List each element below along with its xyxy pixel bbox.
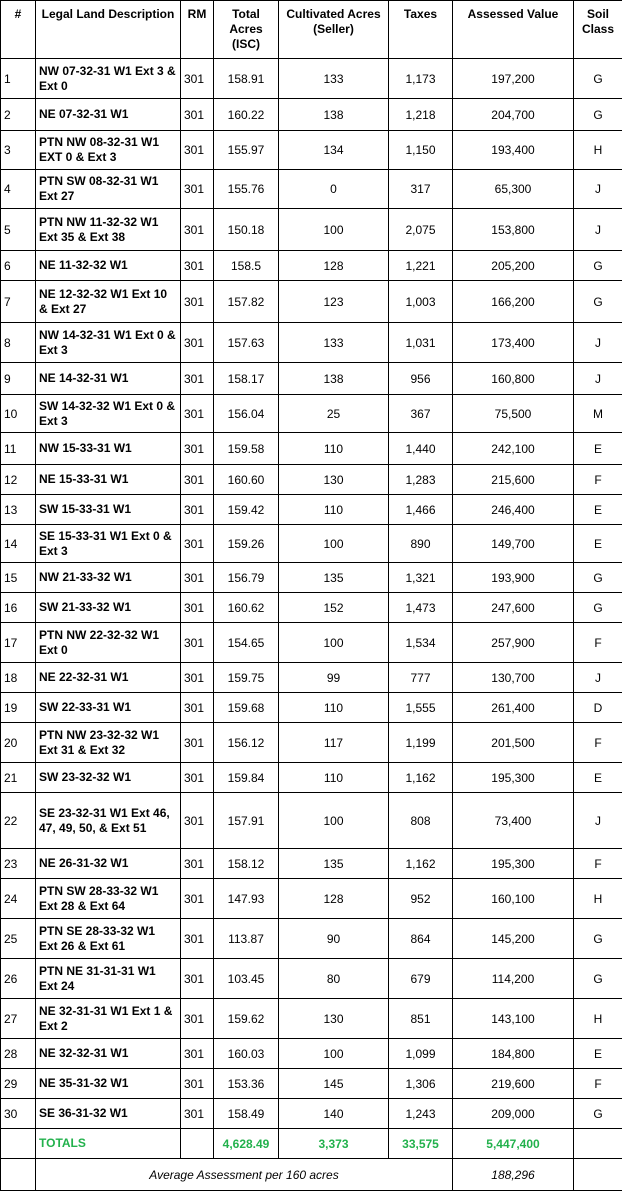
soil-class-cell: E — [574, 433, 622, 465]
assessed-value-cell: 246,400 — [453, 495, 574, 525]
soil-class-cell: F — [574, 1069, 622, 1099]
soil-class-cell: E — [574, 525, 622, 563]
totals-total-acres: 4,628.49 — [214, 1129, 279, 1159]
row-num-cell: 4 — [1, 170, 36, 209]
table-row — [1, 849, 622, 879]
taxes-cell: 952 — [389, 879, 453, 919]
row-num-cell: 25 — [1, 919, 36, 959]
row-num-cell: 21 — [1, 763, 36, 793]
assessed-value-cell: 65,300 — [453, 170, 574, 209]
table-row — [1, 170, 622, 209]
average-label: Average Assessment per 160 acres — [36, 1159, 453, 1191]
cultivated-acres-cell: 100 — [279, 793, 389, 849]
legal-description-cell: PTN NW 11-32-32 W1 Ext 35 & Ext 38 — [36, 209, 181, 251]
total-acres-cell: 155.97 — [214, 131, 279, 170]
rm-cell: 301 — [181, 525, 214, 563]
taxes-cell: 1,534 — [389, 623, 453, 663]
row-num-cell: 20 — [1, 723, 36, 763]
rm-cell: 301 — [181, 433, 214, 465]
assessed-value-cell: 205,200 — [453, 251, 574, 281]
table-row — [1, 563, 622, 593]
legal-description-cell: PTN NW 08-32-31 W1 EXT 0 & Ext 3 — [36, 131, 181, 170]
assessed-value-cell: 184,800 — [453, 1039, 574, 1069]
assessed-value-cell: 73,400 — [453, 793, 574, 849]
soil-class-cell: J — [574, 323, 622, 363]
assessed-value-cell: 130,700 — [453, 663, 574, 693]
rm-cell: 301 — [181, 593, 214, 623]
rm-cell: 301 — [181, 1099, 214, 1129]
rm-cell: 301 — [181, 793, 214, 849]
table-row — [1, 663, 622, 693]
taxes-cell: 1,099 — [389, 1039, 453, 1069]
assessed-value-cell: 247,600 — [453, 593, 574, 623]
taxes-cell: 1,162 — [389, 763, 453, 793]
soil-class-cell: F — [574, 849, 622, 879]
table-row — [1, 465, 622, 495]
taxes-cell: 1,199 — [389, 723, 453, 763]
soil-class-cell: E — [574, 1039, 622, 1069]
average-value: 188,296 — [453, 1159, 574, 1191]
rm-cell: 301 — [181, 763, 214, 793]
totals-cultivated-acres: 3,373 — [279, 1129, 389, 1159]
row-num-cell: 23 — [1, 849, 36, 879]
cultivated-acres-cell: 138 — [279, 99, 389, 131]
legal-description-cell: NW 21-33-32 W1 — [36, 563, 181, 593]
soil-class-cell: M — [574, 395, 622, 433]
row-num-cell: 24 — [1, 879, 36, 919]
row-num-cell: 19 — [1, 693, 36, 723]
total-acres-cell: 158.12 — [214, 849, 279, 879]
taxes-cell: 1,003 — [389, 281, 453, 323]
header-taxes: Taxes — [389, 1, 453, 59]
legal-description-cell: SW 22-33-31 W1 — [36, 693, 181, 723]
total-acres-cell: 158.5 — [214, 251, 279, 281]
legal-description-cell: SW 23-32-32 W1 — [36, 763, 181, 793]
total-acres-cell: 153.36 — [214, 1069, 279, 1099]
total-acres-cell: 159.68 — [214, 693, 279, 723]
legal-description-cell: NE 26-31-32 W1 — [36, 849, 181, 879]
table-row — [1, 999, 622, 1039]
table-row — [1, 363, 622, 395]
table-row — [1, 693, 622, 723]
total-acres-cell: 147.93 — [214, 879, 279, 919]
assessed-value-cell: 149,700 — [453, 525, 574, 563]
total-acres-cell: 157.82 — [214, 281, 279, 323]
soil-class-cell: G — [574, 919, 622, 959]
soil-class-cell: F — [574, 723, 622, 763]
assessed-value-cell: 195,300 — [453, 763, 574, 793]
legal-description-cell: PTN SW 28-33-32 W1 Ext 28 & Ext 64 — [36, 879, 181, 919]
taxes-cell: 956 — [389, 363, 453, 395]
taxes-cell: 2,075 — [389, 209, 453, 251]
average-row — [1, 1159, 622, 1191]
cultivated-acres-cell: 80 — [279, 959, 389, 999]
table-row — [1, 593, 622, 623]
cultivated-acres-cell: 123 — [279, 281, 389, 323]
header-rm: RM — [181, 1, 214, 59]
cultivated-acres-cell: 25 — [279, 395, 389, 433]
taxes-cell: 679 — [389, 959, 453, 999]
rm-cell: 301 — [181, 663, 214, 693]
taxes-cell: 1,306 — [389, 1069, 453, 1099]
rm-cell: 301 — [181, 1039, 214, 1069]
total-acres-cell: 159.75 — [214, 663, 279, 693]
taxes-cell: 1,466 — [389, 495, 453, 525]
cultivated-acres-cell: 110 — [279, 495, 389, 525]
cultivated-acres-cell: 110 — [279, 763, 389, 793]
row-num-cell: 9 — [1, 363, 36, 395]
rm-cell: 301 — [181, 99, 214, 131]
rm-cell: 301 — [181, 495, 214, 525]
taxes-cell: 1,283 — [389, 465, 453, 495]
rm-cell: 301 — [181, 251, 214, 281]
rm-cell: 301 — [181, 849, 214, 879]
assessed-value-cell: 215,600 — [453, 465, 574, 495]
assessed-value-cell: 160,100 — [453, 879, 574, 919]
taxes-cell: 890 — [389, 525, 453, 563]
legal-description-cell: NW 14-32-31 W1 Ext 0 & Ext 3 — [36, 323, 181, 363]
rm-cell: 301 — [181, 59, 214, 99]
soil-class-cell: F — [574, 465, 622, 495]
row-num-cell: 11 — [1, 433, 36, 465]
total-acres-cell: 159.58 — [214, 433, 279, 465]
header-total-acres: Total Acres (ISC) — [214, 1, 279, 59]
row-num-cell: 5 — [1, 209, 36, 251]
row-num-cell: 30 — [1, 1099, 36, 1129]
soil-class-cell: G — [574, 959, 622, 999]
table-row — [1, 59, 622, 99]
row-num-cell: 15 — [1, 563, 36, 593]
taxes-cell: 851 — [389, 999, 453, 1039]
row-num-cell: 8 — [1, 323, 36, 363]
soil-class-cell: G — [574, 251, 622, 281]
table-row — [1, 1039, 622, 1069]
assessed-value-cell: 197,200 — [453, 59, 574, 99]
legal-description-cell: NE 22-32-31 W1 — [36, 663, 181, 693]
soil-class-cell: E — [574, 763, 622, 793]
header-legal: Legal Land Description — [36, 1, 181, 59]
legal-description-cell: PTN NW 23-32-32 W1 Ext 31 & Ext 32 — [36, 723, 181, 763]
assessed-value-cell: 160,800 — [453, 363, 574, 395]
rm-cell: 301 — [181, 563, 214, 593]
assessed-value-cell: 153,800 — [453, 209, 574, 251]
row-num-cell: 1 — [1, 59, 36, 99]
totals-assessed-value: 5,447,400 — [453, 1129, 574, 1159]
cultivated-acres-cell: 130 — [279, 465, 389, 495]
assessed-value-cell: 257,900 — [453, 623, 574, 663]
taxes-cell: 1,321 — [389, 563, 453, 593]
row-num-cell: 27 — [1, 999, 36, 1039]
total-acres-cell: 158.49 — [214, 1099, 279, 1129]
total-acres-cell: 113.87 — [214, 919, 279, 959]
cultivated-acres-cell: 130 — [279, 999, 389, 1039]
legal-description-cell: NW 15-33-31 W1 — [36, 433, 181, 465]
rm-cell: 301 — [181, 363, 214, 395]
total-acres-cell: 160.60 — [214, 465, 279, 495]
header-num: # — [1, 1, 36, 59]
soil-class-cell: G — [574, 1099, 622, 1129]
table-row — [1, 323, 622, 363]
cultivated-acres-cell: 138 — [279, 363, 389, 395]
rm-cell: 301 — [181, 170, 214, 209]
total-acres-cell: 103.45 — [214, 959, 279, 999]
cultivated-acres-cell: 145 — [279, 1069, 389, 1099]
totals-empty-cell — [1, 1129, 36, 1159]
assessed-value-cell: 114,200 — [453, 959, 574, 999]
row-num-cell: 7 — [1, 281, 36, 323]
header-soil-class: Soil Class — [574, 1, 622, 59]
assessed-value-cell: 209,000 — [453, 1099, 574, 1129]
soil-class-cell: G — [574, 281, 622, 323]
taxes-cell: 1,218 — [389, 99, 453, 131]
row-num-cell: 10 — [1, 395, 36, 433]
table-row — [1, 919, 622, 959]
total-acres-cell: 158.91 — [214, 59, 279, 99]
header-cultivated-acres: Cultivated Acres (Seller) — [279, 1, 389, 59]
assessed-value-cell: 261,400 — [453, 693, 574, 723]
legal-description-cell: NE 12-32-32 W1 Ext 10 & Ext 27 — [36, 281, 181, 323]
row-num-cell: 12 — [1, 465, 36, 495]
table-row — [1, 723, 622, 763]
legal-description-cell: SE 15-33-31 W1 Ext 0 & Ext 3 — [36, 525, 181, 563]
total-acres-cell: 159.62 — [214, 999, 279, 1039]
rm-cell: 301 — [181, 919, 214, 959]
assessed-value-cell: 219,600 — [453, 1069, 574, 1099]
taxes-cell: 1,173 — [389, 59, 453, 99]
legal-description-cell: NE 32-31-31 W1 Ext 1 & Ext 2 — [36, 999, 181, 1039]
cultivated-acres-cell: 140 — [279, 1099, 389, 1129]
row-num-cell: 13 — [1, 495, 36, 525]
legal-description-cell: SW 15-33-31 W1 — [36, 495, 181, 525]
soil-class-cell: E — [574, 495, 622, 525]
legal-description-cell: NE 11-32-32 W1 — [36, 251, 181, 281]
cultivated-acres-cell: 117 — [279, 723, 389, 763]
row-num-cell: 16 — [1, 593, 36, 623]
soil-class-cell: G — [574, 99, 622, 131]
assessed-value-cell: 201,500 — [453, 723, 574, 763]
table-row — [1, 1069, 622, 1099]
total-acres-cell: 150.18 — [214, 209, 279, 251]
total-acres-cell: 160.62 — [214, 593, 279, 623]
rm-cell: 301 — [181, 209, 214, 251]
legal-description-cell: PTN NE 31-31-31 W1 Ext 24 — [36, 959, 181, 999]
table-row — [1, 793, 622, 849]
table-row — [1, 879, 622, 919]
total-acres-cell: 158.17 — [214, 363, 279, 395]
table-row — [1, 623, 622, 663]
soil-class-cell: H — [574, 999, 622, 1039]
rm-cell: 301 — [181, 723, 214, 763]
assessed-value-cell: 193,900 — [453, 563, 574, 593]
cultivated-acres-cell: 100 — [279, 525, 389, 563]
total-acres-cell: 157.91 — [214, 793, 279, 849]
table-row — [1, 395, 622, 433]
header-row — [1, 1, 622, 59]
rm-cell: 301 — [181, 959, 214, 999]
rm-cell: 301 — [181, 395, 214, 433]
soil-class-cell: J — [574, 793, 622, 849]
totals-row — [1, 1129, 622, 1159]
assessed-value-cell: 166,200 — [453, 281, 574, 323]
totals-taxes: 33,575 — [389, 1129, 453, 1159]
cultivated-acres-cell: 134 — [279, 131, 389, 170]
total-acres-cell: 156.12 — [214, 723, 279, 763]
legal-description-cell: NE 35-31-32 W1 — [36, 1069, 181, 1099]
rm-cell: 301 — [181, 281, 214, 323]
taxes-cell: 367 — [389, 395, 453, 433]
total-acres-cell: 157.63 — [214, 323, 279, 363]
table-row — [1, 959, 622, 999]
assessed-value-cell: 195,300 — [453, 849, 574, 879]
cultivated-acres-cell: 90 — [279, 919, 389, 959]
table-row — [1, 99, 622, 131]
legal-description-cell: SW 21-33-32 W1 — [36, 593, 181, 623]
table-row — [1, 495, 622, 525]
soil-class-cell: J — [574, 663, 622, 693]
table-row — [1, 525, 622, 563]
table-row — [1, 433, 622, 465]
table-row — [1, 1099, 622, 1129]
total-acres-cell: 159.84 — [214, 763, 279, 793]
rm-cell: 301 — [181, 323, 214, 363]
row-num-cell: 3 — [1, 131, 36, 170]
taxes-cell: 1,473 — [389, 593, 453, 623]
cultivated-acres-cell: 135 — [279, 563, 389, 593]
row-num-cell: 14 — [1, 525, 36, 563]
cultivated-acres-cell: 99 — [279, 663, 389, 693]
legal-description-cell: PTN SE 28-33-32 W1 Ext 26 & Ext 61 — [36, 919, 181, 959]
assessed-value-cell: 242,100 — [453, 433, 574, 465]
taxes-cell: 1,440 — [389, 433, 453, 465]
cultivated-acres-cell: 133 — [279, 323, 389, 363]
soil-class-cell: J — [574, 363, 622, 395]
taxes-cell: 1,555 — [389, 693, 453, 723]
assessed-value-cell: 193,400 — [453, 131, 574, 170]
assessed-value-cell: 173,400 — [453, 323, 574, 363]
cultivated-acres-cell: 0 — [279, 170, 389, 209]
taxes-cell: 1,162 — [389, 849, 453, 879]
legal-description-cell: SE 36-31-32 W1 — [36, 1099, 181, 1129]
taxes-cell: 1,031 — [389, 323, 453, 363]
cultivated-acres-cell: 152 — [279, 593, 389, 623]
soil-class-cell: J — [574, 209, 622, 251]
cultivated-acres-cell: 128 — [279, 251, 389, 281]
cultivated-acres-cell: 100 — [279, 623, 389, 663]
average-empty-cell — [1, 1159, 36, 1191]
assessed-value-cell: 75,500 — [453, 395, 574, 433]
cultivated-acres-cell: 110 — [279, 433, 389, 465]
totals-soil-empty — [574, 1129, 622, 1159]
row-num-cell: 26 — [1, 959, 36, 999]
legal-description-cell: SW 14-32-32 W1 Ext 0 & Ext 3 — [36, 395, 181, 433]
totals-rm-empty — [181, 1129, 214, 1159]
row-num-cell: 17 — [1, 623, 36, 663]
soil-class-cell: G — [574, 563, 622, 593]
rm-cell: 301 — [181, 465, 214, 495]
cultivated-acres-cell: 133 — [279, 59, 389, 99]
rm-cell: 301 — [181, 693, 214, 723]
row-num-cell: 22 — [1, 793, 36, 849]
cultivated-acres-cell: 128 — [279, 879, 389, 919]
legal-description-cell: NW 07-32-31 W1 Ext 3 & Ext 0 — [36, 59, 181, 99]
assessed-value-cell: 204,700 — [453, 99, 574, 131]
legal-description-cell: NE 14-32-31 W1 — [36, 363, 181, 395]
cultivated-acres-cell: 135 — [279, 849, 389, 879]
taxes-cell: 864 — [389, 919, 453, 959]
taxes-cell: 317 — [389, 170, 453, 209]
row-num-cell: 2 — [1, 99, 36, 131]
average-soil-empty — [574, 1159, 622, 1191]
total-acres-cell: 156.79 — [214, 563, 279, 593]
header-assessed-value: Assessed Value — [453, 1, 574, 59]
total-acres-cell: 160.22 — [214, 99, 279, 131]
taxes-cell: 1,243 — [389, 1099, 453, 1129]
rm-cell: 301 — [181, 623, 214, 663]
legal-description-cell: NE 15-33-31 W1 — [36, 465, 181, 495]
assessed-value-cell: 143,100 — [453, 999, 574, 1039]
rm-cell: 301 — [181, 131, 214, 170]
total-acres-cell: 159.26 — [214, 525, 279, 563]
legal-description-cell: NE 07-32-31 W1 — [36, 99, 181, 131]
row-num-cell: 29 — [1, 1069, 36, 1099]
row-num-cell: 6 — [1, 251, 36, 281]
soil-class-cell: G — [574, 59, 622, 99]
soil-class-cell: D — [574, 693, 622, 723]
row-num-cell: 28 — [1, 1039, 36, 1069]
table-row — [1, 209, 622, 251]
rm-cell: 301 — [181, 1069, 214, 1099]
rm-cell: 301 — [181, 999, 214, 1039]
row-num-cell: 18 — [1, 663, 36, 693]
totals-label: TOTALS — [36, 1129, 181, 1159]
table-row — [1, 131, 622, 170]
legal-description-cell: PTN SW 08-32-31 W1 Ext 27 — [36, 170, 181, 209]
table-row — [1, 763, 622, 793]
taxes-cell: 777 — [389, 663, 453, 693]
cultivated-acres-cell: 110 — [279, 693, 389, 723]
legal-description-cell: NE 32-32-31 W1 — [36, 1039, 181, 1069]
soil-class-cell: H — [574, 131, 622, 170]
cultivated-acres-cell: 100 — [279, 1039, 389, 1069]
legal-description-cell: SE 23-32-31 W1 Ext 46, 47, 49, 50, & Ext 51 — [36, 793, 181, 849]
table-body — [1, 59, 622, 1191]
soil-class-cell: H — [574, 879, 622, 919]
soil-class-cell: F — [574, 623, 622, 663]
legal-description-cell: PTN NW 22-32-32 W1 Ext 0 — [36, 623, 181, 663]
total-acres-cell: 155.76 — [214, 170, 279, 209]
total-acres-cell: 156.04 — [214, 395, 279, 433]
cultivated-acres-cell: 100 — [279, 209, 389, 251]
total-acres-cell: 160.03 — [214, 1039, 279, 1069]
taxes-cell: 1,150 — [389, 131, 453, 170]
total-acres-cell: 154.65 — [214, 623, 279, 663]
table-row — [1, 281, 622, 323]
total-acres-cell: 159.42 — [214, 495, 279, 525]
soil-class-cell: J — [574, 170, 622, 209]
soil-class-cell: G — [574, 593, 622, 623]
table-row — [1, 251, 622, 281]
taxes-cell: 808 — [389, 793, 453, 849]
rm-cell: 301 — [181, 879, 214, 919]
taxes-cell: 1,221 — [389, 251, 453, 281]
assessed-value-cell: 145,200 — [453, 919, 574, 959]
